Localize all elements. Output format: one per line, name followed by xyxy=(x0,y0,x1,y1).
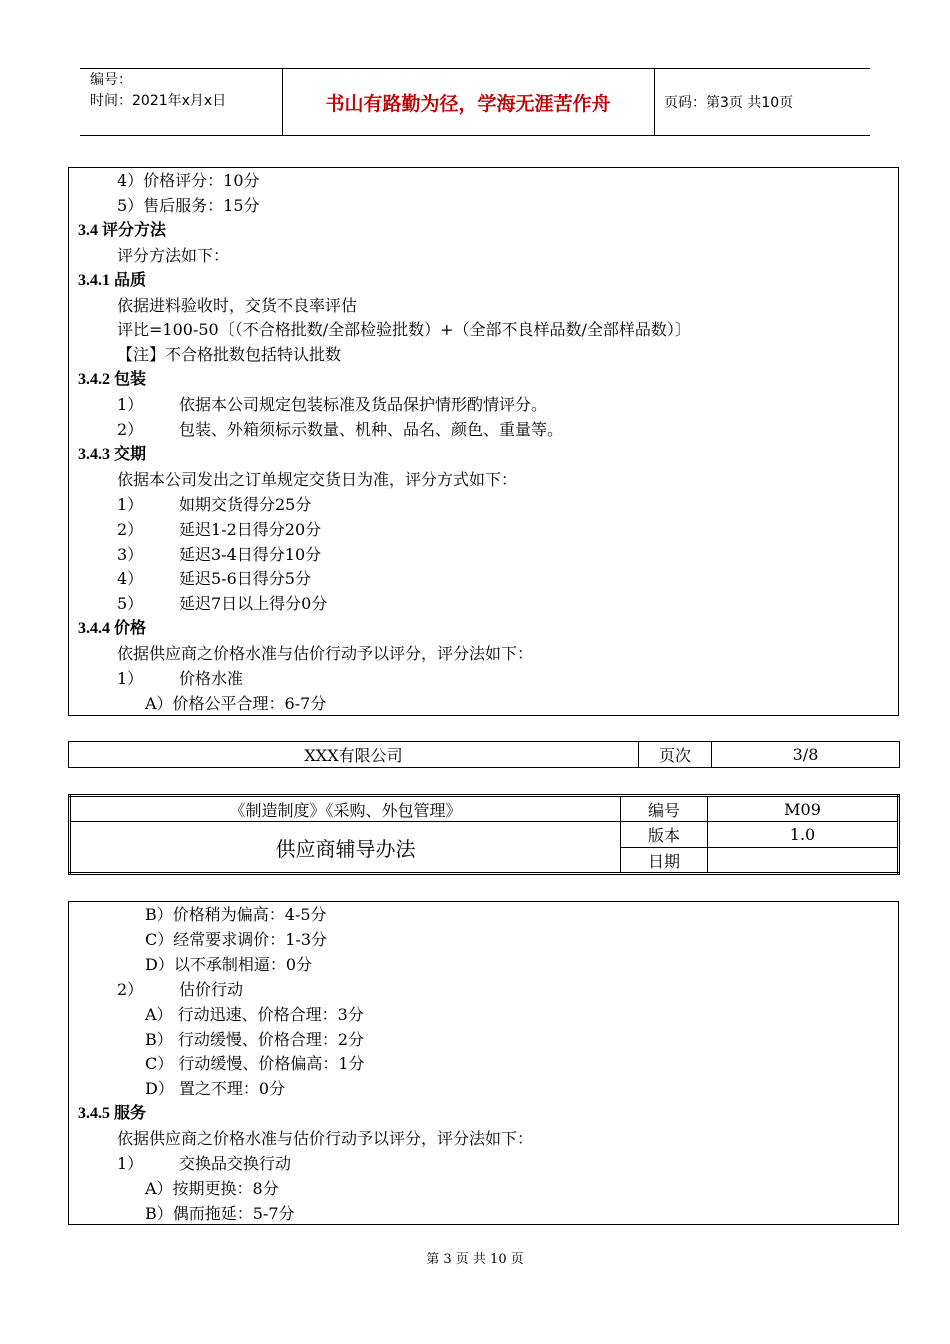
line-text: 依据本公司规定包装标准及货品保护情形酌情评分。 xyxy=(179,395,548,415)
line-text: 依据进料验收时，交货不良率评估 xyxy=(117,295,358,315)
content-line xyxy=(117,320,691,340)
line-text: 4）价格评分：10分 xyxy=(117,171,260,190)
list-number: 1） xyxy=(117,1154,144,1173)
line-text: B）偶而拖延：5-7分 xyxy=(145,1203,295,1223)
line-text: 3.4.3 交期 xyxy=(78,445,147,463)
page-value: 3/8 xyxy=(712,742,900,768)
header-divider xyxy=(654,68,655,136)
content-line xyxy=(145,1030,364,1050)
line-text: 价格水准 xyxy=(179,669,244,688)
content-line xyxy=(117,594,327,614)
content-line xyxy=(117,980,243,1000)
content-line xyxy=(117,171,260,191)
line-text: D）以不承制相逼：0分 xyxy=(145,954,313,974)
content-line xyxy=(117,545,321,565)
line-text: B） 行动缓慢、价格合理：2分 xyxy=(145,1029,365,1049)
content-box-2 xyxy=(68,901,899,1225)
content-line xyxy=(145,955,312,975)
content-line xyxy=(117,644,533,664)
line-text: 延迟5-6日得分5分 xyxy=(179,569,311,589)
section-heading xyxy=(78,619,146,639)
content-line xyxy=(145,694,326,714)
doc-info-table xyxy=(68,794,900,875)
line-text: 延迟3-4日得分10分 xyxy=(179,544,322,564)
header-motto: 书山有路勤为径，学海无涯苦作舟 xyxy=(325,93,611,115)
line-text: 依据供应商之价格水准与估价行动予以评分，评分法如下： xyxy=(117,644,534,664)
content-line xyxy=(117,495,311,515)
content-line xyxy=(117,1154,291,1174)
line-text: 延迟1-2日得分20分 xyxy=(179,519,322,539)
line-text: 交换品交换行动 xyxy=(179,1154,292,1173)
content-line xyxy=(145,1179,279,1199)
list-number: 2） xyxy=(117,979,144,999)
line-text: 延迟7日以上得分0分 xyxy=(179,594,328,614)
content-line xyxy=(145,1079,285,1099)
header-page-info: 页码：第3页 共10页 xyxy=(664,95,794,111)
line-text: C）经常要求调价：1-3分 xyxy=(145,929,328,949)
list-number: 3） xyxy=(117,544,144,564)
line-text: B）价格稍为偏高：4-5分 xyxy=(145,905,327,924)
line-text: 估价行动 xyxy=(179,979,244,999)
list-number: 1） xyxy=(117,395,144,415)
content-line xyxy=(117,196,260,216)
number-value: M09 xyxy=(708,796,899,822)
list-number: 5） xyxy=(117,594,144,614)
line-text: A）按期更换：8分 xyxy=(145,1178,279,1198)
number-label: 编号 xyxy=(621,796,708,822)
section-heading xyxy=(78,271,146,291)
content-box-1 xyxy=(68,167,899,716)
line-text: 3.4.5 服务 xyxy=(78,1105,147,1123)
line-text: A） 行动迅速、价格合理：3分 xyxy=(145,1004,364,1024)
company-row-table xyxy=(68,741,900,768)
content-line xyxy=(145,930,327,950)
list-number: 2） xyxy=(117,519,144,539)
doc-category: 《制造制度》《采购、外包管理》 xyxy=(70,796,621,822)
line-text: 【注】不合格批数包括特认批数 xyxy=(117,345,342,365)
header-top-rule xyxy=(80,68,870,69)
page-footer: 第 3 页 共 10 页 xyxy=(426,1252,524,1267)
time-label: 时间：2021年x月x日 xyxy=(90,93,227,109)
section-heading xyxy=(78,445,146,465)
line-text: 如期交货得分25分 xyxy=(179,494,312,514)
section-heading xyxy=(78,1104,146,1124)
header-bottom-rule xyxy=(80,135,870,136)
version-label: 版本 xyxy=(621,822,708,848)
date-label: 日期 xyxy=(621,848,708,874)
list-number: 1） xyxy=(117,494,144,514)
line-text: 3.4.1 品质 xyxy=(78,271,147,289)
content-line xyxy=(117,569,311,589)
content-line xyxy=(117,345,341,365)
line-text: 5）售后服务：15分 xyxy=(117,195,260,215)
content-line xyxy=(117,520,321,540)
list-number: 4） xyxy=(117,569,144,589)
content-line xyxy=(145,1005,364,1025)
line-text: D） 置之不理：0分 xyxy=(145,1079,286,1099)
line-text: 评分方法如下： xyxy=(117,245,230,265)
content-line xyxy=(117,1129,533,1149)
line-text: 3.4.4 价格 xyxy=(78,620,147,638)
serial-label: 编号： xyxy=(90,72,132,88)
content-line xyxy=(117,470,517,490)
section-heading xyxy=(78,370,146,390)
content-line xyxy=(117,420,563,440)
line-text: 依据供应商之价格水准与估价行动予以评分，评分法如下： xyxy=(117,1129,534,1149)
content-line xyxy=(117,296,357,316)
content-line xyxy=(145,1204,295,1224)
list-number: 1） xyxy=(117,669,144,688)
content-line xyxy=(117,246,229,266)
content-line xyxy=(145,905,327,925)
list-number: 2） xyxy=(117,420,144,439)
header-meta xyxy=(90,70,226,112)
doc-title: 供应商辅导办法 xyxy=(70,822,621,874)
line-text: 3.4 评分方法 xyxy=(78,221,167,239)
version-value: 1.0 xyxy=(708,822,899,848)
line-text: 依据本公司发出之订单规定交货日为准，评分方式如下： xyxy=(117,469,518,489)
date-value xyxy=(708,848,899,874)
section-heading xyxy=(78,221,166,241)
line-text: 评比=100-50〔（不合格批数/全部检验批数）+（全部不良样品数/全部样品数）〕 xyxy=(117,320,691,340)
content-line xyxy=(117,669,243,689)
line-text: 3.4.2 包装 xyxy=(78,371,147,389)
company-name: XXX有限公司 xyxy=(69,742,639,768)
page-label: 页次 xyxy=(639,742,712,768)
content-line xyxy=(117,395,547,415)
content-line xyxy=(145,1054,365,1074)
line-text: C） 行动缓慢、价格偏高：1分 xyxy=(145,1054,365,1074)
line-text: 包装、外箱须标示数量、机种、品名、颜色、重量等。 xyxy=(179,420,564,439)
line-text: A）价格公平合理：6-7分 xyxy=(145,693,327,713)
